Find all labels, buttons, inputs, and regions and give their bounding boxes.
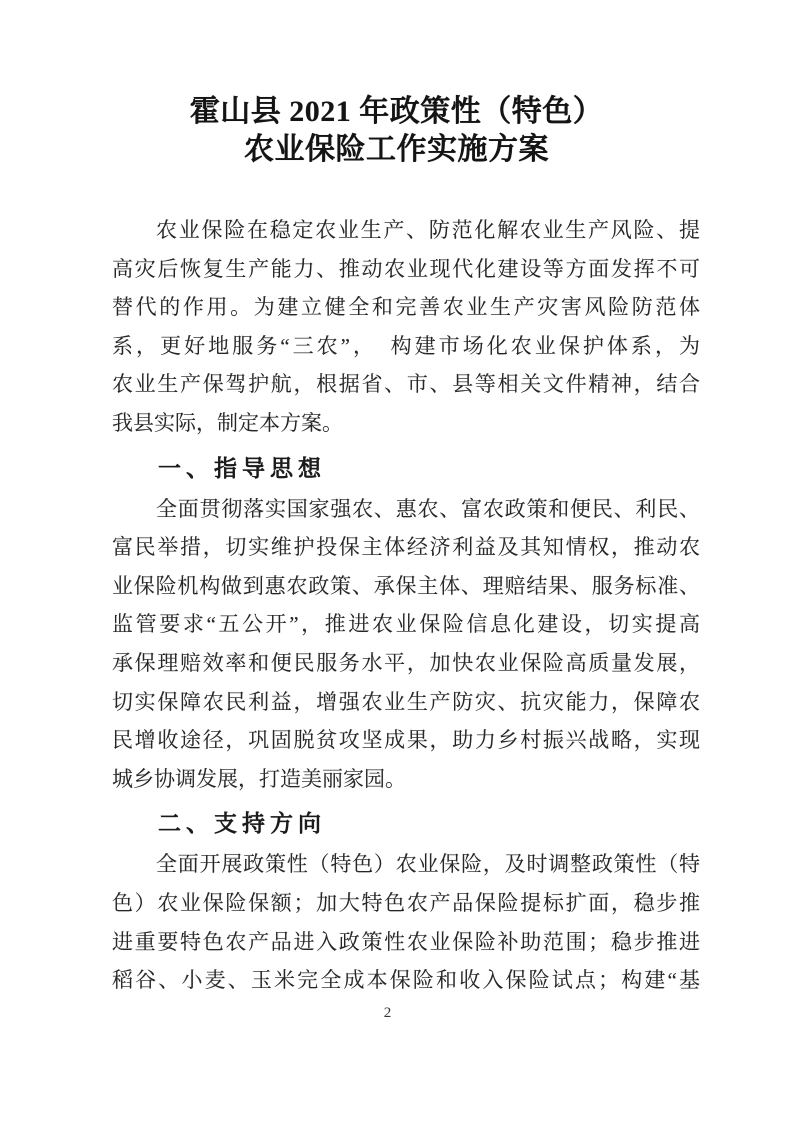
text-line: 进重要特色农产品进入政策性农业保险补助范围；稳步推进	[112, 929, 700, 954]
text-line: 全面开展政策性（特色）农业保险，及时调整政策性（特	[156, 852, 700, 877]
section-heading: 二、支持方向	[158, 810, 326, 837]
text-line: 替代的作用。为建立健全和完善农业生产灾害风险防范体	[112, 295, 700, 320]
text-line: 稻谷、小麦、玉米完全成本保险和收入保险试点；构建“基	[112, 968, 700, 993]
text-line: 农业保险在稳定农业生产、防范化解农业生产风险、提	[156, 218, 700, 242]
text-line: 富民举措，切实维护投保主体经济利益及其知情权，推动农	[112, 535, 700, 560]
text-line: 全面贯彻落实国家强农、惠农、富农政策和便民、利民、	[156, 496, 700, 521]
text-line: 业保险机构做到惠农政策、承保主体、理赔结果、服务标准、	[112, 573, 700, 598]
page-number: 2	[383, 1005, 392, 1021]
document-body	[112, 211, 700, 1000]
text-line: 色）农业保险保额；加大特色农产品保险提标扩面，稳步推	[112, 890, 700, 915]
text-line: 我县实际，制定本方案。	[112, 410, 343, 435]
text-line: 切实保障农民利益，增强农业生产防灾、抗灾能力，保障农	[112, 689, 700, 714]
paragraph	[112, 211, 700, 443]
text-line: 承保理赔效率和便民服务水平，加快农业保险高质量发展，	[112, 650, 700, 675]
document-title-line-2: 农业保险工作实施方案	[244, 133, 549, 166]
text-line: 城乡协调发展，打造美丽家园。	[112, 766, 406, 791]
text-line: 高灾后恢复生产能力、推动农业现代化建设等方面发挥不可	[112, 256, 700, 281]
text-line: 农业生产保驾护航，根据省、市、县等相关文件精神，结合	[112, 372, 700, 397]
section-heading: 一、指导思想	[158, 454, 326, 481]
document-title	[0, 93, 793, 169]
text-line: 系，更好地服务“三农”， 构建市场化农业保护体系，为	[112, 333, 700, 358]
document-title-line-1: 霍山县 2021 年政策性（特色）	[189, 95, 604, 128]
text-line: 民增收途径，巩固脱贫攻坚成果，助力乡村振兴战略，实现	[112, 728, 700, 753]
text-line: 监管要求“五公开”，推进农业保险信息化建设，切实提高	[112, 612, 700, 637]
paragraph	[112, 490, 700, 799]
paragraph	[112, 845, 700, 999]
